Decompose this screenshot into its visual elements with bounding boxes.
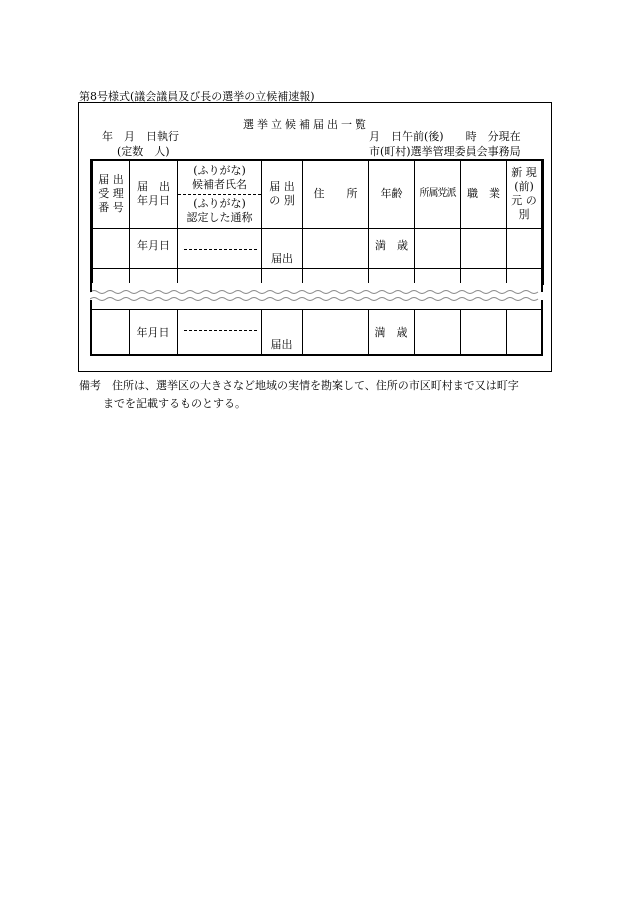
committee-secretariat: 市(町村)選挙管理委員会事務局 [369, 145, 521, 158]
header-age: 年齢 [369, 160, 415, 228]
row-date-label: 年月日 [137, 238, 170, 252]
remarks-label: 備考 [79, 379, 101, 392]
header-party: 所属党派 [415, 160, 461, 228]
current-as-of: 月 日午前(後) 時 分現在 [369, 130, 521, 143]
header-receipt-no: 届 出 受 理 番 号 [93, 160, 130, 228]
table-row [93, 268, 542, 284]
remarks-line-1: 住所は、選挙区の大きさなど地域の実情を勘案して、住所の市区町村まで又は町字 [112, 379, 519, 392]
header-filing-date: 届 出 年月日 [130, 160, 178, 228]
header-filing-type: 届 出 の 別 [262, 160, 303, 228]
header-address: 住 所 [303, 160, 369, 228]
row-date-label: 年月日 [136, 325, 170, 339]
remarks-line-2: までを記載するものとする。 [103, 397, 246, 410]
table-break-mark [90, 283, 543, 309]
row-age-label: 満 歳 [374, 325, 408, 339]
row-age-label: 満 歳 [375, 238, 408, 252]
row-filing-label: 届出 [270, 337, 293, 351]
seat-quota: (定数 人) [117, 145, 170, 158]
form-title: 第8号様式(議会議員及び長の選挙の立候補速報) [79, 90, 315, 103]
table-row [92, 310, 541, 354]
header-occupation: 職 業 [461, 160, 507, 228]
name-divider [184, 249, 257, 250]
table-row [93, 228, 542, 268]
candidate-table-continued [90, 309, 543, 356]
list-title: 選挙立候補届出一覧 [243, 118, 369, 131]
name-divider [184, 330, 257, 331]
execution-date: 年 月 日執行 [102, 130, 179, 143]
row-filing-label: 届出 [271, 251, 293, 265]
candidate-table [90, 159, 544, 285]
header-status: 新 現 (前) 元 の 別 [507, 160, 542, 228]
remarks [79, 376, 519, 395]
header-candidate-name: (ふりがな) 候補者氏名 (ふりがな) 認定した通称 [178, 160, 262, 228]
